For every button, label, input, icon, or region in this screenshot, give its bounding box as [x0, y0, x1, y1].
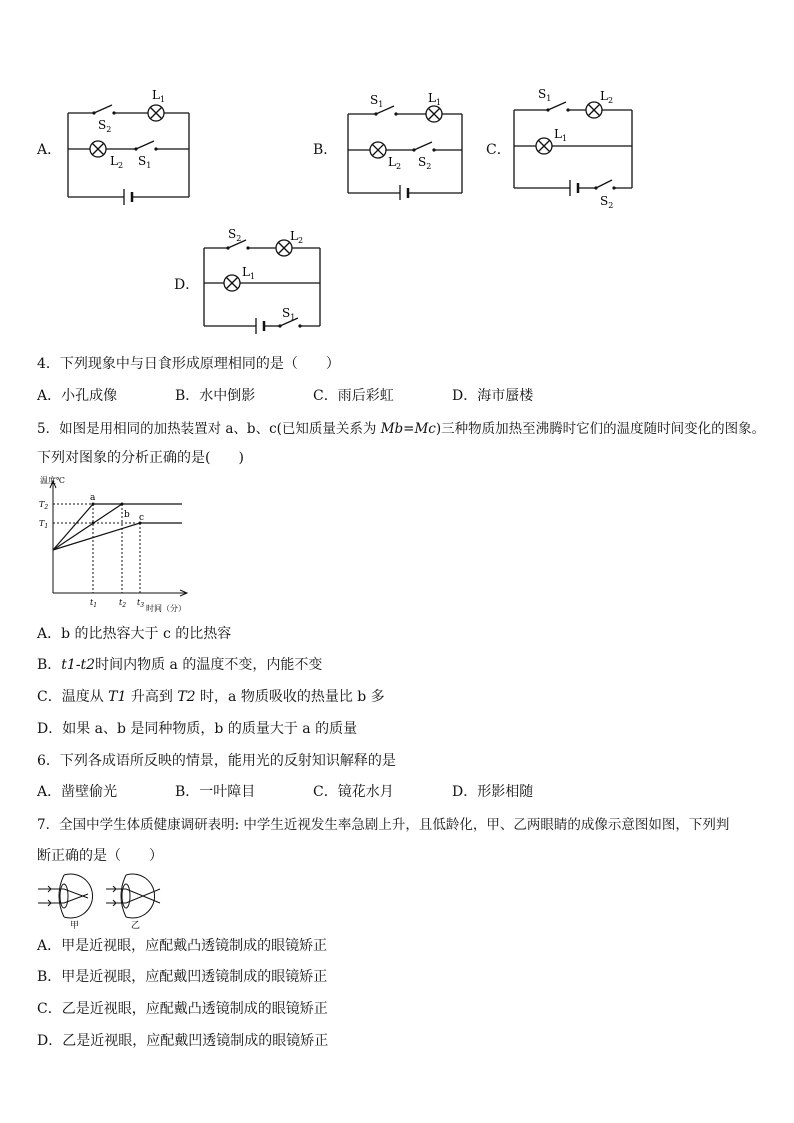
a-s-top: $S_2$: [98, 118, 112, 134]
q6-option-b[interactable]: B．一叶障目: [175, 784, 256, 800]
q6-stem: 6．下列各成语所反映的情景，能用光的反射知识解释的是: [37, 753, 396, 769]
svg-text:t3: $t_3$: [137, 598, 145, 609]
a-l-top: $L_1$: [152, 88, 166, 104]
q5-mass-relation: Mb=Mc: [380, 421, 436, 437]
svg-text:t2: $t_2$: [119, 598, 127, 609]
circuit-c-diagram: [508, 84, 643, 208]
circuit-d-label[interactable]: D．: [174, 277, 200, 293]
q7-eye-diagram: [36, 867, 166, 929]
svg-text:L1: $L_1$: [554, 127, 568, 143]
q7-option-d[interactable]: D．乙是近视眼，应配戴凹透镜制成的眼镜矫正: [37, 1033, 329, 1049]
q5-stem-2: 下列对图象的分析正确的是( ): [37, 450, 244, 466]
q5-option-c[interactable]: C．温度从 T1 升高到 T2 时，a 物质吸收的热量比 b 多: [37, 689, 385, 705]
circuit-b-label[interactable]: B．: [313, 142, 338, 158]
graph-xlabel: 时间（分）: [146, 604, 186, 613]
q6-option-c[interactable]: C．镜花水月: [313, 784, 394, 800]
circuit-a-diagram: [60, 85, 200, 205]
svg-text:T2: $T_2$: [39, 500, 49, 511]
q4-option-c[interactable]: C．雨后彩虹: [313, 388, 394, 404]
svg-text:T1: $T_1$: [39, 519, 49, 530]
circuit-a-label[interactable]: A．: [37, 142, 62, 158]
q7-option-c[interactable]: C．乙是近视眼，应配戴凸透镜制成的眼镜矫正: [37, 1001, 328, 1017]
curve-c-label: c: [139, 513, 145, 523]
svg-text:S2: $S_2$: [600, 194, 614, 208]
svg-text:L1: $L_1$: [428, 91, 442, 107]
q7-stem-2: 断正确的是（ ）: [37, 848, 163, 864]
graph-ylabel: 温度℃: [40, 476, 65, 485]
eye-right-label: 乙: [131, 921, 141, 929]
eye-left-label: 甲: [70, 921, 80, 929]
svg-text:L2: $L_2$: [600, 89, 614, 105]
a-s-mid: $S_1$: [138, 154, 152, 170]
q7-option-b[interactable]: B．甲是近视眼，应配戴凹透镜制成的眼镜矫正: [37, 969, 328, 985]
q4-option-b[interactable]: B．水中倒影: [175, 388, 256, 404]
q5-temperature-graph: [36, 475, 196, 615]
circuit-b-diagram: [340, 88, 470, 200]
q5-option-b[interactable]: B．t1-t2时间内物质 a 的温度不变，内能不变: [37, 657, 323, 673]
circuit-c-label[interactable]: C．: [486, 142, 511, 158]
curve-b-label: b: [124, 510, 130, 520]
a-l-mid: $L_2$: [110, 154, 124, 170]
q6-option-a[interactable]: A．凿壁偷光: [37, 784, 118, 800]
q4-option-a[interactable]: A．小孔成像: [37, 388, 118, 404]
svg-text:S2: $S_2$: [228, 227, 242, 243]
q7-stem: 7．全国中学生体质健康调研表明: 中学生近视发生率急剧上升，且低龄化，甲、乙两眼睛的成像示意图如图，下列判: [37, 817, 730, 833]
q5-stem: 5．如图是用相同的加热装置对 a、b、c(已知质量关系为 Mb=Mc)三种物质加热至沸腾时它们的温度随时间变化的图象。: [37, 421, 766, 437]
q7-option-a[interactable]: A．甲是近视眼，应配戴凸透镜制成的眼镜矫正: [37, 938, 328, 954]
svg-text:S2: $S_2$: [418, 155, 432, 171]
svg-text:L2: $L_2$: [290, 229, 304, 245]
curve-a-label: a: [90, 493, 96, 503]
q5-option-d[interactable]: D．如果 a、b 是同种物质，b 的质量大于 a 的质量: [37, 721, 358, 737]
q5-option-a[interactable]: A．b 的比热容大于 c 的比热容: [37, 626, 232, 642]
q4-stem: 4．下列现象中与日食形成原理相同的是（ ）: [37, 356, 340, 372]
svg-text:t1: $t_1$: [90, 598, 98, 609]
svg-text:S1: $S_1$: [370, 93, 384, 109]
svg-text:S1: $S_1$: [538, 87, 552, 103]
circuit-d-diagram: [198, 224, 328, 334]
q4-option-d[interactable]: D．海市蜃楼: [452, 388, 534, 404]
svg-text:L2: $L_2$: [388, 155, 402, 171]
q6-option-d[interactable]: D．形影相随: [452, 784, 534, 800]
svg-text:S1: $S_1$: [282, 306, 296, 322]
svg-text:L1: $L_1$: [242, 265, 256, 281]
